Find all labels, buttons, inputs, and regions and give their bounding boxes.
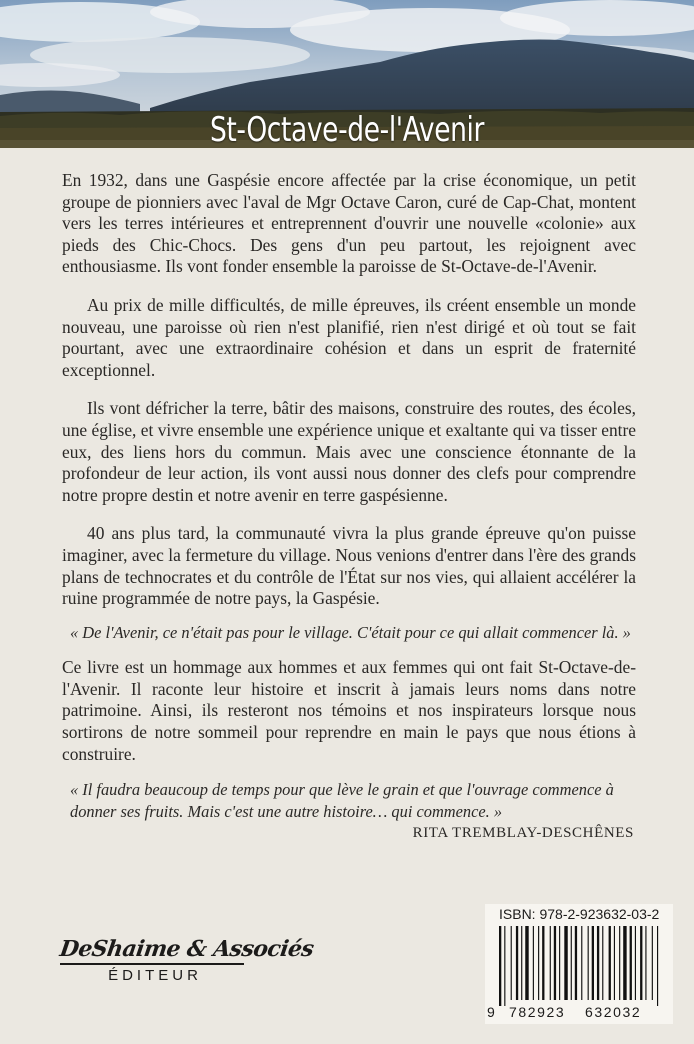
isbn-barcode (485, 904, 673, 1024)
barcode-digits-right: 632032 (585, 1004, 642, 1020)
barcode-bar (504, 926, 505, 1006)
back-cover-text (62, 170, 636, 845)
barcode-bar (652, 926, 653, 1000)
barcode-digits-left: 782923 (509, 1004, 566, 1020)
barcode-bar (635, 926, 636, 1000)
barcode-bar (575, 926, 577, 1000)
barcode-bar (554, 926, 556, 1000)
paragraph-1: En 1932, dans une Gaspésie encore affectée par la crise économique, un petit groupe de pionniers avec l'aval de Mgr Octave Caron, curé de Cap-Chat, montent vers les terres intérieures et entreprennent d'ouvrir une nouvelle «colonie» aux pieds des Chic-Chocs. Des gens d'un peu partout, les rejoignent avec enthousiasme. Ils vont fonder ensemble la paroisse de St-Octave-de-l'Avenir. (62, 170, 636, 277)
isbn-label: ISBN: 978-2-923632-03-2 (499, 906, 660, 922)
publisher-underline (60, 963, 244, 965)
barcode-bar (538, 926, 539, 1000)
publisher-name: DeShaime & Associés (58, 936, 316, 962)
barcode-bar (657, 926, 658, 1006)
publisher-role: ÉDITEUR (108, 967, 202, 984)
barcode-bar (564, 926, 567, 1000)
barcode-bar (640, 926, 642, 1000)
barcode-bar (533, 926, 534, 1000)
barcode-bars (485, 904, 673, 1008)
barcode-bar (559, 926, 560, 1000)
publisher-logo (58, 936, 316, 984)
barcode-bar (645, 926, 646, 1000)
barcode-bar (525, 926, 528, 1000)
barcode-bar (542, 926, 544, 1000)
barcode-bar (499, 926, 501, 1006)
barcode-bar (630, 926, 632, 1000)
barcode-bar (516, 926, 518, 1000)
barcode-bar (571, 926, 572, 1000)
barcode-bar (592, 926, 594, 1000)
barcode-bar (521, 926, 522, 1000)
paragraph-4: 40 ans plus tard, la communauté vivra la plus grande épreuve qu'on puisse imaginer, avec la fermeture du village. Nous venions d'entrer dans l'ère des grands plans de technocrates et du contrôle de l'État sur nos vies, qui allaient accélérer la ruine programmée de notre pays, la Gaspésie. (62, 523, 636, 609)
barcode-bar (588, 926, 589, 1000)
barcode-bar (550, 926, 551, 1000)
barcode-bar (511, 926, 512, 1000)
book-title: St-Octave-de-l'Avenir (209, 110, 485, 148)
barcode-bar (602, 926, 603, 1000)
barcode-bar (581, 926, 582, 1000)
paragraph-2: Au prix de mille difficultés, de mille épreuves, ils créent ensemble un monde nouveau, une paroisse où rien n'est planifié, rien n'est dirigé et où tout se fait pourtant, avec une extraordinaire cohésion et dans un esprit de fraternité exceptionnel. (62, 294, 636, 380)
author-signature: RITA TREMBLAY-DESCHÊNES (412, 825, 634, 842)
barcode-bar (597, 926, 599, 1000)
quote-2: « Il faudra beaucoup de temps pour que lève le grain et que l'ouvrage commence à donner ses fruits. Mais c'est une autre histoire… qui commence. » (70, 780, 614, 821)
paragraph-5: Ce livre est un hommage aux hommes et aux femmes qui ont fait St-Octave-de-l'Avenir. Il raconte leur histoire et inscrit à jamais leurs noms dans notre patrimoine. Ainsi, ils resteront nos témoins et nos inspirateurs lorsque nous sortirons de notre sommeil pour reprendre en main le pays que nous étions à construire. (62, 657, 636, 764)
cover-photo (0, 0, 694, 148)
barcode-digit-first: 9 (487, 1004, 495, 1020)
barcode-bar (623, 926, 626, 1000)
paragraph-3: Ils vont défricher la terre, bâtir des maisons, construire des routes, des écoles, une église, et vivre ensemble une expérience unique et exaltante qui va tisser entre eux, des liens hors du commun. Mais avec une conscience étonnante de la profondeur de leur action, ils vont aussi nous donner des clefs pour comprendre notre propre destin et notre avenir en terre gaspésienne. (62, 398, 636, 505)
barcode-bar (614, 926, 615, 1000)
quote-1: « De l'Avenir, ce n'était pas pour le village. C'était pour ce qui allait commencer là. » (70, 622, 631, 642)
barcode-bar (619, 926, 620, 1000)
barcode-bar (609, 926, 611, 1000)
